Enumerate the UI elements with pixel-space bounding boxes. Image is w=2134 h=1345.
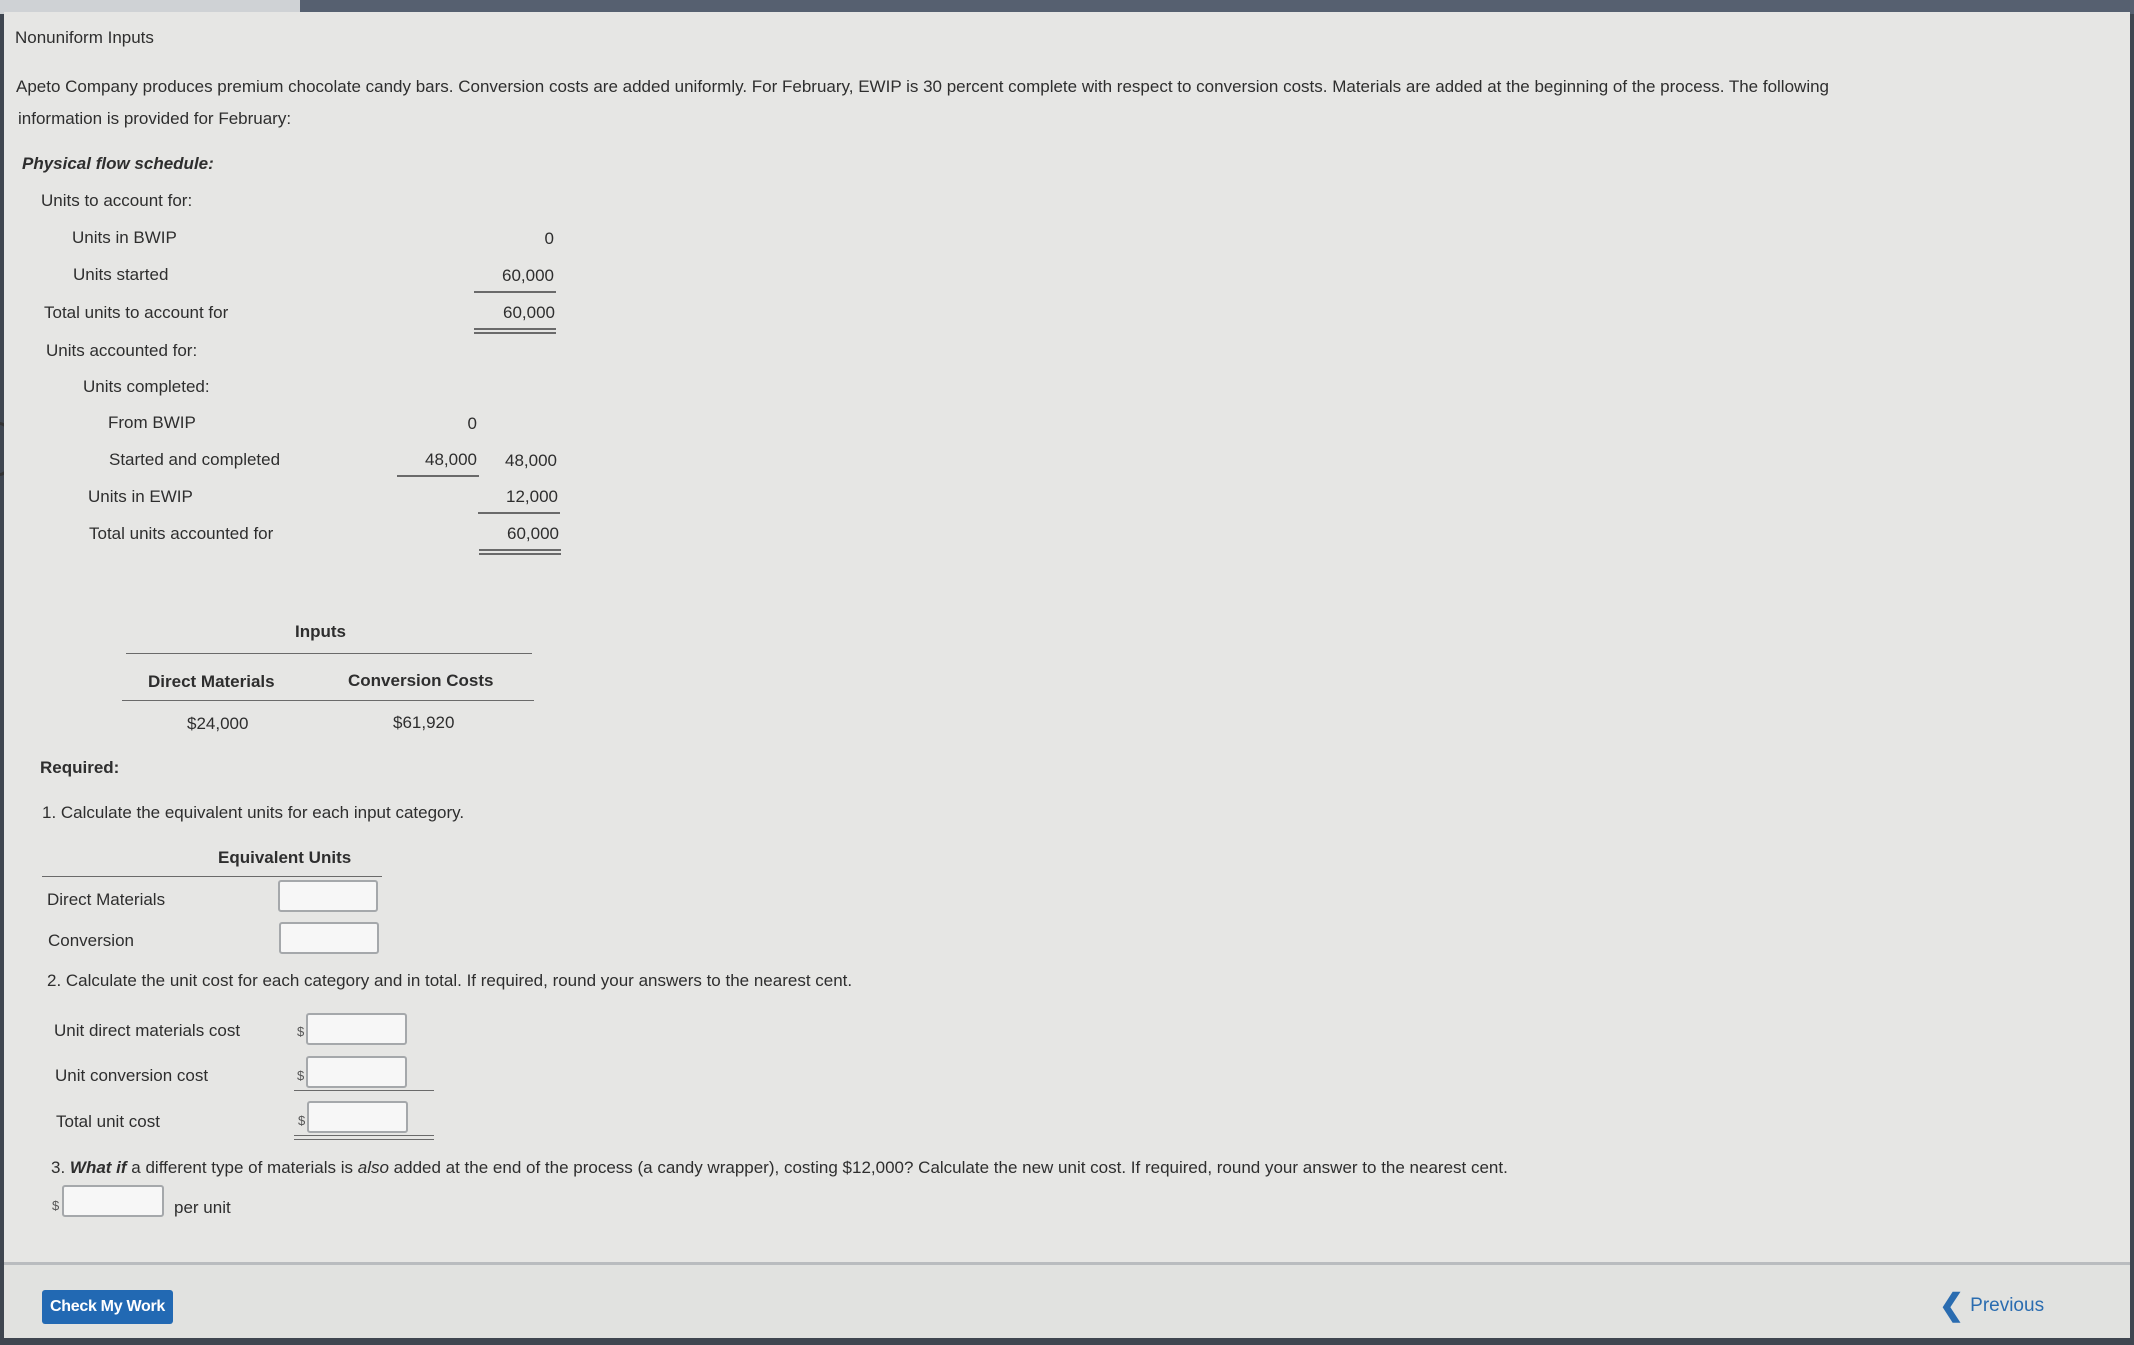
problem-page bbox=[4, 12, 2130, 1335]
q3-what-if: What if bbox=[69, 1158, 127, 1177]
total-unit-cost-input[interactable] bbox=[307, 1101, 408, 1133]
equivalent-units-rule bbox=[42, 876, 382, 877]
units-accounted-for-label: Units accounted for: bbox=[46, 341, 198, 360]
from-bwip-value: 0 bbox=[467, 414, 477, 433]
units-started-value: 60,000 bbox=[502, 266, 554, 285]
double-underline-bottom bbox=[294, 1139, 434, 1140]
currency-symbol: $ bbox=[52, 1198, 60, 1213]
units-in-ewip-value: 12,000 bbox=[506, 487, 558, 506]
double-underline-top bbox=[474, 328, 556, 330]
previous-link[interactable] bbox=[1939, 1288, 2044, 1323]
underline bbox=[294, 1090, 434, 1091]
double-underline-top bbox=[294, 1135, 434, 1136]
currency-symbol: $ bbox=[298, 1113, 306, 1128]
underline bbox=[397, 475, 479, 477]
question-3-text bbox=[51, 1158, 1508, 1178]
started-and-completed-value-1: 48,000 bbox=[425, 450, 477, 469]
total-units-accounted-for-value: 60,000 bbox=[507, 524, 559, 543]
inputs-col-direct-materials: Direct Materials bbox=[148, 672, 275, 691]
eu-direct-materials-label: Direct Materials bbox=[47, 890, 166, 909]
started-and-completed-label: Started and completed bbox=[109, 450, 281, 469]
unit-dm-cost-label: Unit direct materials cost bbox=[54, 1021, 241, 1040]
unit-conversion-cost-input[interactable] bbox=[306, 1056, 407, 1088]
eu-conversion-label: Conversion bbox=[48, 931, 134, 950]
currency-symbol: $ bbox=[297, 1068, 305, 1083]
units-to-account-for-label: Units to account for: bbox=[41, 191, 193, 210]
per-unit-label: per unit bbox=[174, 1198, 231, 1217]
double-underline-bottom bbox=[479, 553, 561, 555]
q3-also: also bbox=[357, 1158, 389, 1177]
eu-conversion-input[interactable] bbox=[279, 922, 379, 954]
inputs-header-rule bbox=[122, 700, 534, 701]
inputs-heading: Inputs bbox=[295, 622, 346, 641]
total-units-to-account-for-label: Total units to account for bbox=[44, 303, 229, 322]
footer-bar bbox=[4, 1262, 2130, 1338]
inputs-col-conversion-costs: Conversion Costs bbox=[348, 671, 494, 690]
currency-symbol: $ bbox=[297, 1024, 305, 1039]
double-underline-bottom bbox=[474, 332, 556, 334]
q3-prefix: 3. bbox=[51, 1158, 70, 1177]
equivalent-units-header: Equivalent Units bbox=[218, 848, 352, 867]
check-my-work-button[interactable]: Check My Work bbox=[42, 1290, 173, 1324]
units-in-bwip-value: 0 bbox=[544, 229, 554, 248]
page-title: Nonuniform Inputs bbox=[15, 28, 154, 47]
new-unit-cost-input[interactable] bbox=[62, 1185, 164, 1217]
q3-part2: added at the end of the process (a candy wrapper), costing $12,000? Calculate the new unit cost. If required, round your answer to the nearest cent. bbox=[388, 1158, 1508, 1177]
required-label: Required: bbox=[40, 758, 120, 777]
q3-part1: a different type of materials is bbox=[126, 1158, 358, 1177]
direct-materials-cost-value: $24,000 bbox=[187, 714, 249, 733]
chevron-left-icon: ❮ bbox=[1939, 1289, 1965, 1322]
question-2-text: 2. Calculate the unit cost for each category and in total. If required, round your answers to the nearest cent. bbox=[47, 971, 853, 990]
units-in-bwip-label: Units in BWIP bbox=[72, 228, 177, 247]
previous-label: Previous bbox=[1970, 1294, 2045, 1316]
intro-line-1: Apeto Company produces premium chocolate candy bars. Conversion costs are added uniformly. For February, EWIP is 30 percent complete with respect to conversion costs. Materials are added at the beginning of the process. The following bbox=[16, 77, 1829, 96]
total-units-accounted-for-label: Total units accounted for bbox=[89, 524, 274, 543]
units-started-label: Units started bbox=[73, 265, 169, 284]
question-1-text: 1. Calculate the equivalent units for each input category. bbox=[42, 803, 465, 822]
units-completed-label: Units completed: bbox=[83, 377, 210, 396]
intro-line-2: information is provided for February: bbox=[18, 109, 292, 128]
unit-dm-cost-input[interactable] bbox=[306, 1013, 407, 1045]
conversion-costs-value: $61,920 bbox=[393, 713, 455, 732]
underline bbox=[478, 512, 560, 514]
inputs-rule bbox=[126, 653, 532, 654]
unit-conversion-cost-label: Unit conversion cost bbox=[55, 1066, 209, 1085]
units-in-ewip-label: Units in EWIP bbox=[88, 487, 193, 506]
total-units-to-account-for-value: 60,000 bbox=[503, 303, 555, 322]
eu-direct-materials-input[interactable] bbox=[278, 880, 378, 912]
physical-flow-heading: Physical flow schedule: bbox=[22, 154, 214, 173]
total-unit-cost-label: Total unit cost bbox=[56, 1112, 160, 1131]
started-and-completed-value-2: 48,000 bbox=[505, 451, 557, 470]
from-bwip-label: From BWIP bbox=[108, 413, 196, 432]
underline bbox=[474, 291, 556, 293]
double-underline-top bbox=[479, 549, 561, 551]
